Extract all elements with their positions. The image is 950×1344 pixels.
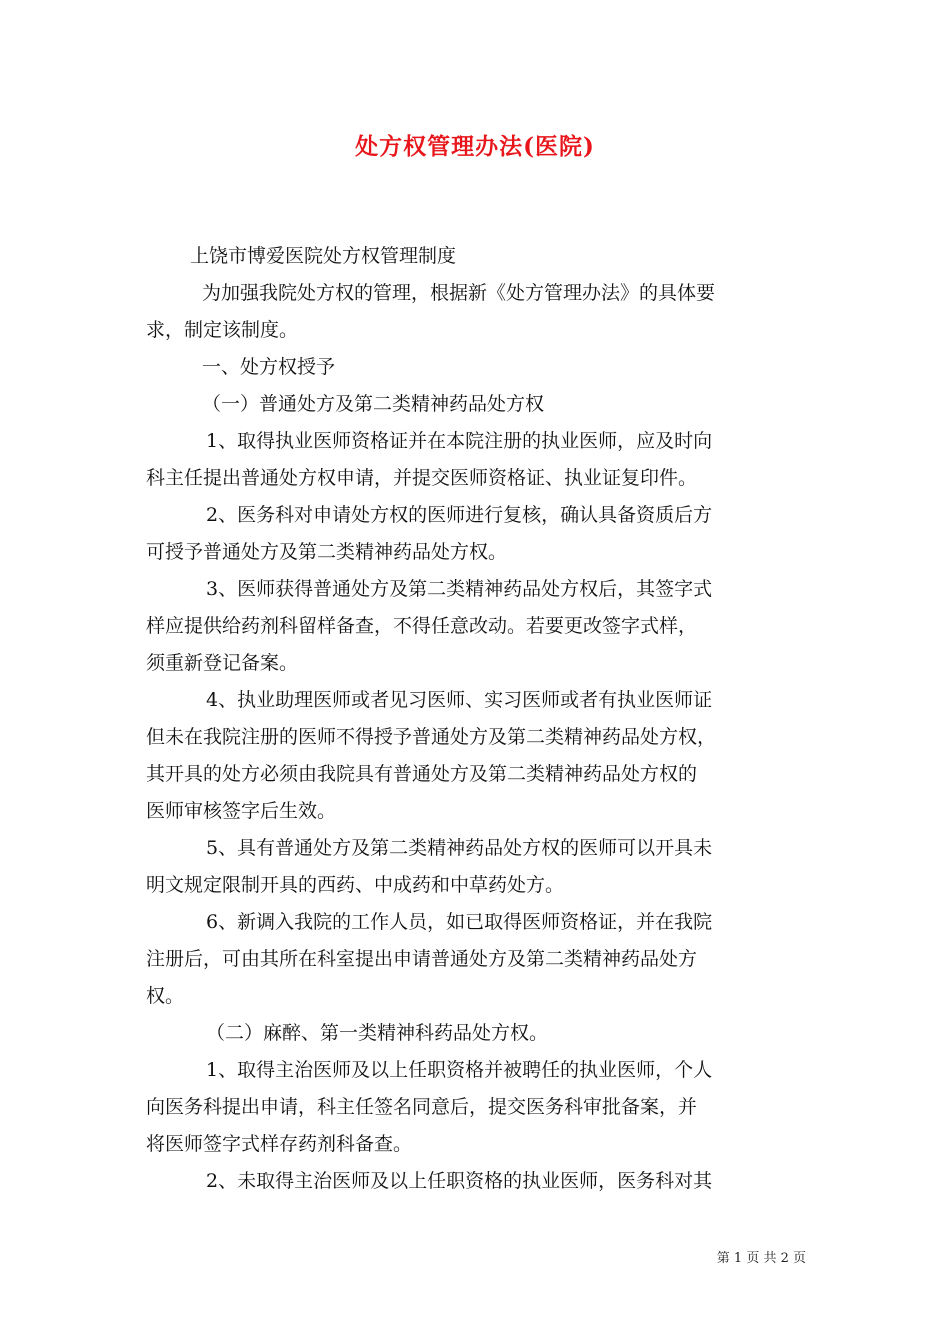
text-line: 为加强我院处方权的管理，根据新《处方管理办法》的具体要 (202, 282, 716, 304)
page-number: 第 1 页 共 2 页 (716, 1251, 806, 1266)
text-line: 注册后，可由其所在科室提出申请普通处方及第二类精神药品处方 (146, 948, 698, 970)
text-line: 4、执业助理医师或者见习医师、实习医师或者有执业医师证 (206, 689, 713, 711)
text-line: 样应提供给药剂科留样备查，不得任意改动。若要更改签字式样， (146, 615, 698, 637)
text-line: 向医务科提出申请，科主任签名同意后，提交医务科审批备案，并 (146, 1096, 698, 1118)
text-line: 医师审核签字后生效。 (146, 800, 337, 822)
text-line: 须重新登记备案。 (146, 652, 299, 674)
text-line: 5、具有普通处方及第二类精神药品处方权的医师可以开具未 (206, 837, 713, 859)
document-title: 处方权管理办法(医院) (355, 133, 595, 160)
text-line: 1、取得主治医师及以上任职资格并被聘任的执业医师，个人 (206, 1059, 713, 1081)
text-line: 2、未取得主治医师及以上任职资格的执业医师，医务科对其 (206, 1170, 713, 1192)
text-line: 将医师签字式样存药剂科备查。 (146, 1133, 413, 1155)
text-line: 科主任提出普通处方权申请，并提交医师资格证、执业证复印件。 (146, 467, 698, 489)
text-line: （一）普通处方及第二类精神药品处方权 (202, 393, 545, 415)
text-line: 权。 (146, 985, 185, 1007)
text-line: 明文规定限制开具的西药、中成药和中草药处方。 (146, 874, 565, 896)
text-line: 求，制定该制度。 (146, 319, 299, 341)
text-line: 2、医务科对申请处方权的医师进行复核，确认具备资质后方 (206, 504, 713, 526)
text-line: 一、处方权授予 (202, 356, 336, 378)
text-line: 其开具的处方必须由我院具有普通处方及第二类精神药品处方权的 (146, 763, 698, 785)
text-line: 1、取得执业医师资格证并在本院注册的执业医师，应及时向 (206, 430, 713, 452)
text-line: 6、新调入我院的工作人员，如已取得医师资格证，并在我院 (206, 911, 713, 933)
text-line: 3、医师获得普通处方及第二类精神药品处方权后，其签字式 (206, 578, 713, 600)
text-line: 上饶市博爱医院处方权管理制度 (190, 245, 457, 267)
text-line: 但未在我院注册的医师不得授予普通处方及第二类精神药品处方权， (146, 726, 717, 748)
text-line: （二）麻醉、第一类精神科药品处方权。 (206, 1022, 549, 1044)
text-line: 可授予普通处方及第二类精神药品处方权。 (146, 541, 508, 563)
document-body (146, 238, 818, 1200)
